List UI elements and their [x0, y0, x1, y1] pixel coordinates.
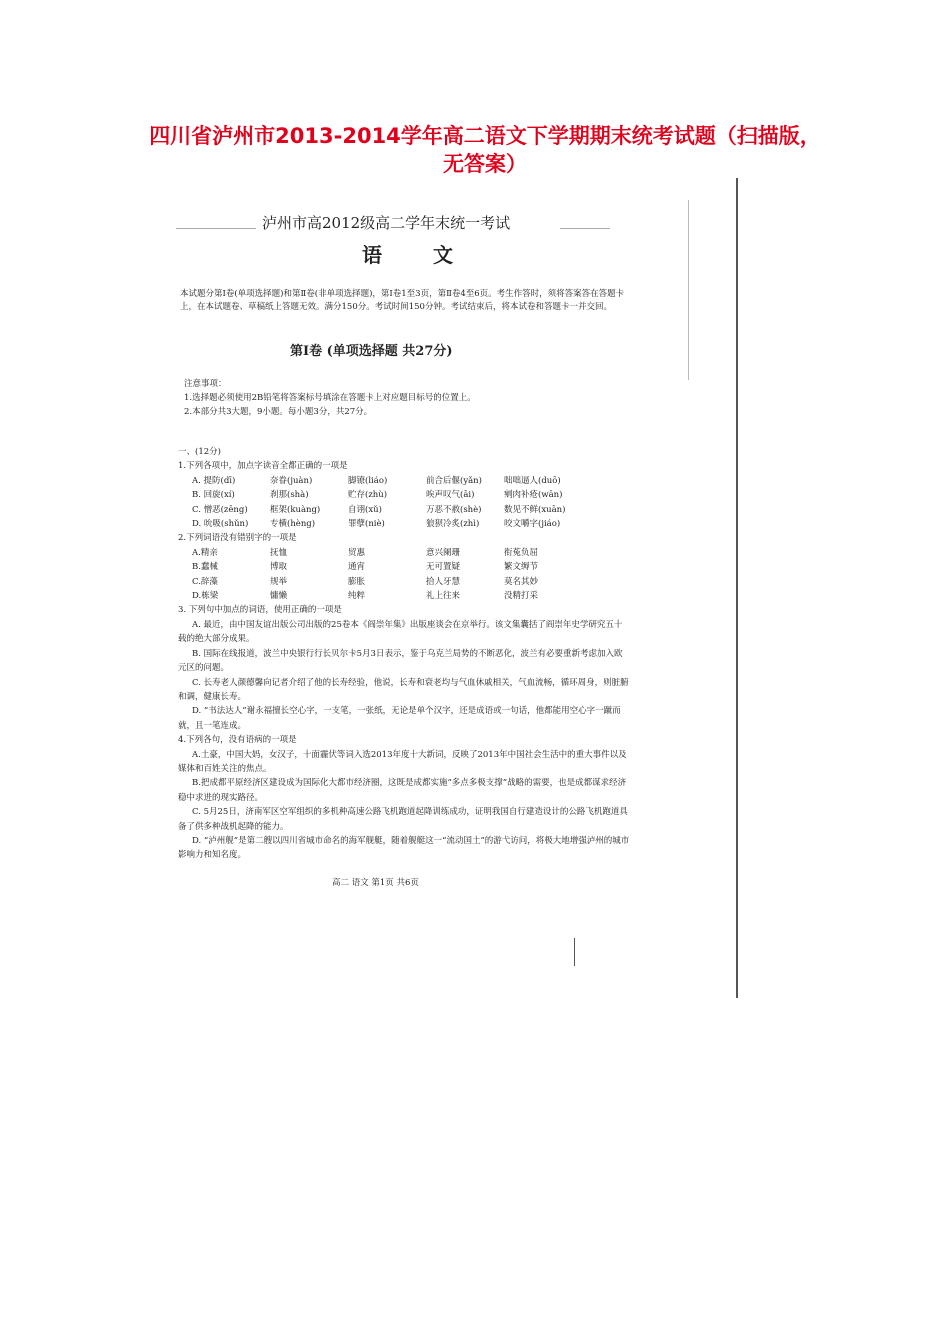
question-2-row	[178, 575, 630, 589]
option-cell: 万恶不赦(shè)	[426, 504, 482, 515]
question-3-option: C. 长寿老人颜德馨向记者介绍了他的长寿经验，他说，长寿和衰老均与气血休戚相关，气血流畅，循环周身，则脏腑和调，健康长寿。	[178, 677, 629, 702]
option-cell: 通宵	[348, 562, 366, 573]
option-cell: B. 回旋(xí)	[192, 490, 235, 501]
question-3-option: B. 国际在线报道，波兰中央银行行长贝尔卡5月3日表示，鉴于乌克兰局势的不断恶化，波兰有必要重新考虑加入欧元区的问题。	[178, 648, 623, 674]
option-cell: 衔菟负屈	[504, 547, 539, 558]
option-cell: 数见不鲜(xuān)	[504, 504, 566, 515]
option-cell: 前合后偃(yǎn)	[426, 475, 482, 486]
note-item: 1.选择题必须使用2B铅笔将答案标号填涂在答题卡上对应题目标号的位置上。	[184, 393, 476, 403]
notes-block	[184, 377, 624, 419]
option-cell: 贸惠	[348, 547, 366, 558]
option-cell: 框架(kuàng)	[270, 504, 321, 515]
document-title: 四川省泸州市2013-2014学年高二语文下学期期末统考试题（扫描版，无答案）	[149, 124, 821, 176]
question-1-row	[178, 503, 630, 517]
notes-title: 注意事项：	[184, 379, 227, 389]
section-label: 一、(12分)	[178, 447, 221, 457]
question-3-stem: 3. 下列句中加点的词语，使用正确的一项是	[178, 605, 342, 616]
option-cell: 自诩(xǔ)	[348, 504, 382, 515]
question-2-stem: 2.下列词语没有错别字的一项是	[178, 533, 297, 544]
question-2-row	[178, 546, 630, 560]
option-cell: D. 吮吸(shǔn)	[192, 519, 249, 530]
option-cell: 贮存(zhù)	[348, 490, 388, 501]
scan-edge-mark	[688, 200, 689, 380]
option-cell: 慵懒	[270, 591, 288, 602]
option-cell: 纯粹	[348, 591, 366, 602]
option-cell: 脚镣(liáo)	[348, 475, 388, 486]
question-4-stem: 4.下列各句，没有语病的一项是	[178, 735, 297, 746]
question-2-row	[178, 560, 630, 574]
question-2-row	[178, 589, 630, 603]
note-item: 2.本部分共3大题，9小题。每小题3分，共27分。	[184, 407, 373, 417]
option-cell: C.辞藻	[192, 576, 218, 587]
question-3-option: D. “书法达人”谢永福擅长空心字，一支笔，一张纸，无论是单个汉字，还是成语或一句话，他都能用空心字一蹴而就，且一笔连成。	[178, 706, 621, 731]
option-cell: A. 提防(dī)	[192, 475, 236, 486]
question-1-row	[178, 517, 630, 531]
option-cell: A.精亲	[192, 547, 218, 558]
exam-heading: 泸州市高2012级高二学年末统一考试	[262, 214, 511, 232]
page-footer: 高二 语文 第1页 共6页	[332, 878, 419, 888]
question-1-row	[178, 474, 630, 488]
part-title: 第Ⅰ卷 (单项选择题 共27分)	[290, 344, 453, 359]
option-cell: 礼上往来	[426, 591, 461, 602]
option-cell: 没精打采	[504, 591, 539, 602]
scanned-page	[172, 200, 634, 900]
option-cell: 繁文缛节	[504, 562, 539, 573]
exam-intro: 本试题分第Ⅰ卷(单项选择题)和第Ⅱ卷(非单项选择题)，第Ⅰ卷1至3页，第Ⅱ卷4至6页。考生作答时，须将答案答在答题卡上，在本试题卷、草稿纸上答题无效。满分150分。考试时间150分钟。考试结束后，将本试卷和答题卡一并交回。	[180, 289, 625, 312]
exam-subject: 语 文	[362, 243, 475, 267]
scan-edge-mark	[574, 938, 575, 966]
option-cell: 剜肉补疮(wān)	[504, 490, 563, 501]
option-cell: 意兴阑珊	[426, 547, 461, 558]
question-4-option: D. “泸州舰”是第二艘以四川省城市命名的海军舰艇，随着舰艇这一“流动国土”的游弋访问，将极大地增强泸州的城市影响力和知名度。	[178, 835, 630, 861]
question-4-option: A.土豪，中国大妈，女汉子，十面霾伏等词入选2013年度十大新词，反映了2013年中国社会生活中的重大事件以及媒体和百姓关注的焦点。	[178, 749, 627, 774]
option-cell: D.栋梁	[192, 591, 219, 602]
option-cell: 咬文嚼字(jiáo)	[504, 519, 561, 530]
option-cell: 膨胀	[348, 576, 366, 587]
option-cell: 拾人牙慧	[426, 576, 461, 587]
question-1-stem: 1.下列各项中，加点字读音全都正确的一项是	[178, 461, 348, 472]
question-1-row	[178, 488, 630, 502]
question-4-option: C. 5月25日，济南军区空军组织的多机种高速公路飞机跑道起降训练成功，证明我国自行建造设计的公路飞机跑道具备了供多种战机起降的能力。	[178, 807, 628, 832]
option-cell: 抚恤	[270, 547, 288, 558]
option-cell: 咄咄逼人(duō)	[504, 475, 561, 486]
option-cell: 罪孽(niè)	[348, 519, 385, 530]
question-4-option: B.把成都平原经济区建设成为国际化大都市经济圈，这既是成都实施“多点多极支撑”战略的需要，也是成都谋求经济稳中求进的现实路径。	[178, 778, 627, 803]
question-3-option: A. 最近，由中国友谊出版公司出版的25卷本《阎崇年集》出版座谈会在京举行。该文集囊括了阎崇年史学研究五十载的绝大部分成果。	[178, 619, 623, 645]
option-cell: 刹那(shà)	[270, 490, 309, 501]
option-cell: 博取	[270, 562, 288, 573]
option-cell: 唉声叹气(āi)	[426, 490, 475, 501]
option-cell: B.蠢械	[192, 562, 218, 573]
option-cell: 莫名其妙	[504, 576, 539, 587]
scan-edge-right	[736, 178, 738, 998]
option-cell: C. 憎恶(zēng)	[192, 504, 248, 515]
option-cell: 无可置疑	[426, 562, 461, 573]
option-cell: 规举	[270, 576, 288, 587]
section-one	[178, 445, 630, 863]
option-cell: 专横(hèng)	[270, 519, 316, 530]
option-cell: 奈眷(juàn)	[270, 475, 313, 486]
option-cell: 狼狈冷炙(zhì)	[426, 519, 480, 530]
